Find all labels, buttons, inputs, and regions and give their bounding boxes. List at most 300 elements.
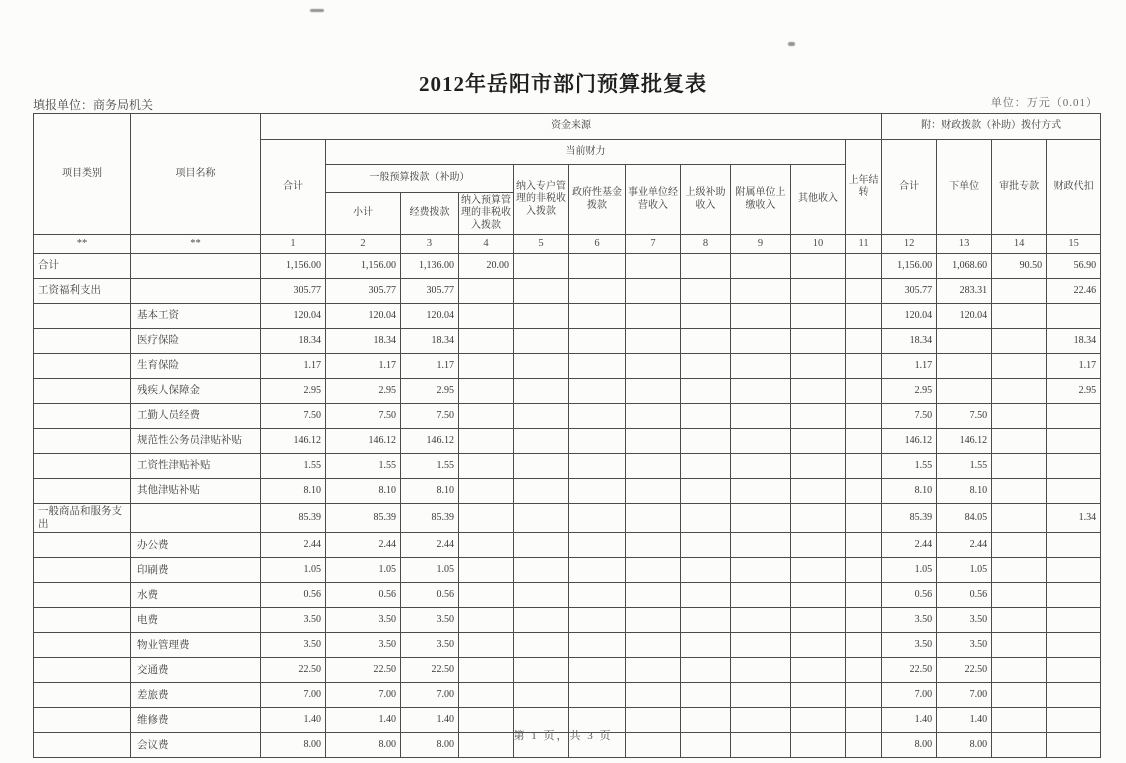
table-row [34,379,1101,404]
header-total: 合计 [261,140,326,235]
value-cell [992,608,1047,633]
value-cell [569,304,626,329]
value-cell [626,608,681,633]
column-number-cell: 10 [791,235,846,254]
value-cell [514,683,569,708]
header-superior-subsidy: 上级补助收入 [681,165,731,235]
value-cell [626,279,681,304]
value-cell: 22.50 [261,658,326,683]
value-cell: 22.50 [401,658,459,683]
value-cell [626,329,681,354]
value-cell [846,633,882,658]
value-cell: 1.17 [1047,354,1101,379]
column-number-cell: ** [131,235,261,254]
value-cell [569,454,626,479]
value-cell [626,379,681,404]
value-cell [626,658,681,683]
column-number-cell: ** [34,235,131,254]
value-cell [846,354,882,379]
value-cell: 2.95 [261,379,326,404]
value-cell: 7.50 [401,404,459,429]
value-cell: 8.00 [261,733,326,758]
value-cell [791,558,846,583]
value-cell [731,533,791,558]
value-cell [626,454,681,479]
column-number-cell: 4 [459,235,514,254]
category-cell: 合计 [34,254,131,279]
value-cell [681,633,731,658]
value-cell: 1.05 [261,558,326,583]
name-cell: 办公费 [131,533,261,558]
value-cell [569,683,626,708]
value-cell: 56.90 [1047,254,1101,279]
name-cell: 差旅费 [131,683,261,708]
value-cell: 2.95 [401,379,459,404]
value-cell [791,354,846,379]
value-cell [626,354,681,379]
value-cell: 3.50 [326,633,401,658]
value-cell [791,379,846,404]
category-cell [34,608,131,633]
column-number-cell: 12 [882,235,937,254]
value-cell: 22.50 [937,658,992,683]
value-cell [514,379,569,404]
document-title: 2012年岳阳市部门预算批复表 [419,72,707,96]
value-cell [1047,558,1101,583]
category-cell [34,429,131,454]
value-cell [569,354,626,379]
category-cell [34,404,131,429]
value-cell: 1,156.00 [882,254,937,279]
value-cell [569,254,626,279]
name-cell: 会议费 [131,733,261,758]
value-cell [681,454,731,479]
value-cell [681,404,731,429]
header-nontax-special-account: 纳入专户管理的非税收入拨款 [514,165,569,235]
name-cell: 生育保险 [131,354,261,379]
value-cell [846,329,882,354]
value-cell [514,454,569,479]
value-cell [937,379,992,404]
value-cell: 18.34 [401,329,459,354]
category-cell: 工资福利支出 [34,279,131,304]
value-cell [731,583,791,608]
value-cell [846,558,882,583]
value-cell [731,254,791,279]
value-cell: 7.50 [261,404,326,429]
column-number-cell: 3 [401,235,459,254]
table-row [34,533,1101,558]
value-cell: 146.12 [937,429,992,454]
value-cell [514,633,569,658]
scan-artifact [310,9,324,12]
value-cell: 120.04 [261,304,326,329]
value-cell: 7.50 [882,404,937,429]
value-cell: 8.10 [882,479,937,504]
value-cell: 1.55 [261,454,326,479]
value-cell [846,304,882,329]
value-cell: 7.00 [261,683,326,708]
value-cell [846,683,882,708]
value-cell: 2.44 [401,533,459,558]
category-cell [34,479,131,504]
value-cell [626,504,681,533]
value-cell: 0.56 [882,583,937,608]
value-cell [846,608,882,633]
value-cell [791,429,846,454]
value-cell: 146.12 [261,429,326,454]
column-number-cell: 13 [937,235,992,254]
value-cell: 0.56 [937,583,992,608]
value-cell: 3.50 [882,608,937,633]
value-cell [681,479,731,504]
column-number-cell: 11 [846,235,882,254]
name-cell: 电费 [131,608,261,633]
value-cell [681,583,731,608]
value-cell [731,304,791,329]
value-cell [681,279,731,304]
value-cell: 8.10 [937,479,992,504]
name-cell [131,279,261,304]
value-cell: 1.40 [401,708,459,733]
table-row [34,479,1101,504]
table-row [34,608,1101,633]
header-nontax-in-budget: 纳入预算管理的非税收入拨款 [459,193,514,235]
value-cell [1047,304,1101,329]
value-cell: 1.17 [326,354,401,379]
category-cell [34,683,131,708]
value-cell [459,354,514,379]
value-cell [626,633,681,658]
table-row [34,329,1101,354]
value-cell [681,429,731,454]
value-cell: 305.77 [882,279,937,304]
value-cell [569,533,626,558]
name-cell: 维修费 [131,708,261,733]
value-cell [514,504,569,533]
value-cell [992,329,1047,354]
header-carryover: 上年结转 [846,140,882,235]
value-cell [791,533,846,558]
name-cell: 工资性津贴补贴 [131,454,261,479]
name-cell: 规范性公务员津贴补贴 [131,429,261,454]
value-cell [681,504,731,533]
value-cell: 2.95 [326,379,401,404]
value-cell: 85.39 [882,504,937,533]
value-cell [459,304,514,329]
value-cell: 8.00 [401,733,459,758]
table-row [34,683,1101,708]
value-cell [1047,608,1101,633]
category-cell [34,658,131,683]
table-row [34,354,1101,379]
value-cell: 1.05 [401,558,459,583]
value-cell: 1.55 [882,454,937,479]
value-cell [459,504,514,533]
value-cell [731,454,791,479]
value-cell [731,633,791,658]
value-cell: 3.50 [261,633,326,658]
value-cell [681,379,731,404]
value-cell: 3.50 [882,633,937,658]
value-cell: 8.10 [401,479,459,504]
table-row [34,558,1101,583]
value-cell: 2.95 [1047,379,1101,404]
value-cell: 18.34 [1047,329,1101,354]
value-cell: 8.10 [261,479,326,504]
value-cell [731,479,791,504]
value-cell [731,279,791,304]
value-cell: 85.39 [401,504,459,533]
column-number-cell: 14 [992,235,1047,254]
value-cell: 7.00 [882,683,937,708]
value-cell: 3.50 [401,608,459,633]
value-cell [626,479,681,504]
table-row [34,454,1101,479]
value-cell [1047,429,1101,454]
name-cell: 基本工资 [131,304,261,329]
value-cell: 7.50 [937,404,992,429]
value-cell: 7.00 [326,683,401,708]
value-cell: 1.40 [261,708,326,733]
value-cell [681,254,731,279]
value-cell [992,583,1047,608]
value-cell [1047,404,1101,429]
value-cell [681,658,731,683]
value-cell: 3.50 [937,633,992,658]
category-cell [34,354,131,379]
header-subordinate-paid-income: 附属单位上缴收入 [731,165,791,235]
page-footer: 第 1 页，共 3 页 [513,730,613,742]
value-cell: 2.95 [882,379,937,404]
value-cell [992,354,1047,379]
value-cell: 22.46 [1047,279,1101,304]
value-cell: 1.05 [326,558,401,583]
value-cell [791,683,846,708]
value-cell: 7.00 [937,683,992,708]
value-cell: 120.04 [326,304,401,329]
column-number-cell: 15 [1047,235,1101,254]
value-cell: 0.56 [401,583,459,608]
value-cell [514,404,569,429]
name-cell [131,504,261,533]
value-cell [791,479,846,504]
value-cell: 2.44 [261,533,326,558]
value-cell: 20.00 [459,254,514,279]
column-number-row [34,235,1101,254]
value-cell [731,683,791,708]
header-funding-source: 资金来源 [261,114,882,140]
value-cell [626,429,681,454]
name-cell [131,254,261,279]
value-cell [846,479,882,504]
value-cell [791,404,846,429]
value-cell [731,504,791,533]
value-cell [514,354,569,379]
category-cell [34,454,131,479]
value-cell: 3.50 [401,633,459,658]
value-cell: 7.00 [401,683,459,708]
value-cell [569,504,626,533]
value-cell [846,533,882,558]
value-cell [514,533,569,558]
value-cell: 85.39 [326,504,401,533]
value-cell [626,583,681,608]
category-cell [34,583,131,608]
reporting-unit-label: 填报单位：商务局机关 [33,98,154,112]
value-cell [626,558,681,583]
category-cell [34,379,131,404]
value-cell [681,354,731,379]
value-cell [626,304,681,329]
value-cell: 1.55 [326,454,401,479]
column-number-cell: 1 [261,235,326,254]
header-other-income: 其他收入 [791,165,846,235]
value-cell [731,379,791,404]
value-cell [514,608,569,633]
name-cell: 医疗保险 [131,329,261,354]
value-cell [731,329,791,354]
value-cell [846,404,882,429]
value-cell [626,254,681,279]
value-cell: 1,156.00 [261,254,326,279]
value-cell [791,329,846,354]
value-cell: 8.10 [326,479,401,504]
table-body [34,254,1101,758]
table-row [34,279,1101,304]
scan-artifact [788,42,795,46]
unit-label: 单位：万元（0.01） [990,97,1098,109]
value-cell [681,533,731,558]
value-cell [514,558,569,583]
value-cell [459,683,514,708]
value-cell: 1.17 [261,354,326,379]
value-cell [1047,479,1101,504]
table-header [34,114,1101,254]
value-cell [569,279,626,304]
value-cell [459,454,514,479]
value-cell: 3.50 [326,608,401,633]
value-cell [731,558,791,583]
header-method-total: 合计 [882,140,937,235]
column-number-cell: 6 [569,235,626,254]
value-cell [514,304,569,329]
value-cell: 1.55 [401,454,459,479]
header-current-financial: 当前财力 [326,140,846,165]
value-cell [937,354,992,379]
value-cell: 84.05 [937,504,992,533]
name-cell: 印刷费 [131,558,261,583]
value-cell [992,633,1047,658]
column-number-cell: 8 [681,235,731,254]
value-cell [681,608,731,633]
value-cell [459,658,514,683]
value-cell [459,533,514,558]
value-cell [459,379,514,404]
column-number-cell: 9 [731,235,791,254]
table-row [34,429,1101,454]
value-cell: 283.31 [937,279,992,304]
value-cell: 1.40 [937,708,992,733]
value-cell: 120.04 [401,304,459,329]
value-cell [569,379,626,404]
value-cell: 1.55 [937,454,992,479]
name-cell: 水费 [131,583,261,608]
value-cell [846,583,882,608]
value-cell [937,329,992,354]
value-cell [791,504,846,533]
value-cell: 7.50 [326,404,401,429]
value-cell [731,354,791,379]
value-cell [681,683,731,708]
value-cell: 3.50 [261,608,326,633]
value-cell [846,504,882,533]
value-cell [569,329,626,354]
value-cell [791,583,846,608]
header-business-income: 事业单位经营收入 [626,165,681,235]
name-cell: 残疾人保障金 [131,379,261,404]
category-cell: 一般商品和服务支出 [34,504,131,533]
value-cell [626,533,681,558]
value-cell: 1.34 [1047,504,1101,533]
value-cell: 1.05 [882,558,937,583]
value-cell: 1.40 [326,708,401,733]
value-cell [514,479,569,504]
value-cell: 8.00 [937,733,992,758]
value-cell [791,304,846,329]
value-cell: 146.12 [401,429,459,454]
value-cell: 1.17 [882,354,937,379]
value-cell: 18.34 [326,329,401,354]
value-cell [791,608,846,633]
value-cell: 305.77 [261,279,326,304]
value-cell: 305.77 [326,279,401,304]
header-name: 项目名称 [131,114,261,235]
header-gov-fund: 政府性基金拨款 [569,165,626,235]
header-funds-allocation: 经费拨款 [401,193,459,235]
header-method-approved-fund: 审批专款 [992,140,1047,235]
value-cell [846,279,882,304]
value-cell [514,329,569,354]
value-cell [459,429,514,454]
budget-table [33,113,1101,758]
column-number-cell: 5 [514,235,569,254]
value-cell: 3.50 [937,608,992,633]
value-cell [681,329,731,354]
value-cell [514,279,569,304]
value-cell: 2.44 [937,533,992,558]
value-cell: 18.34 [261,329,326,354]
value-cell [992,404,1047,429]
value-cell: 22.50 [326,658,401,683]
value-cell [992,279,1047,304]
value-cell [791,454,846,479]
value-cell: 18.34 [882,329,937,354]
value-cell: 1.17 [401,354,459,379]
value-cell [459,558,514,583]
value-cell [1047,583,1101,608]
value-cell [569,558,626,583]
value-cell [569,404,626,429]
value-cell [992,658,1047,683]
value-cell: 1.05 [937,558,992,583]
category-cell [34,329,131,354]
value-cell [459,633,514,658]
header-fiscal-method: 附：财政拨款（补助）拨付方式 [882,114,1101,140]
name-cell: 工勤人员经费 [131,404,261,429]
value-cell [514,583,569,608]
table-row [34,404,1101,429]
